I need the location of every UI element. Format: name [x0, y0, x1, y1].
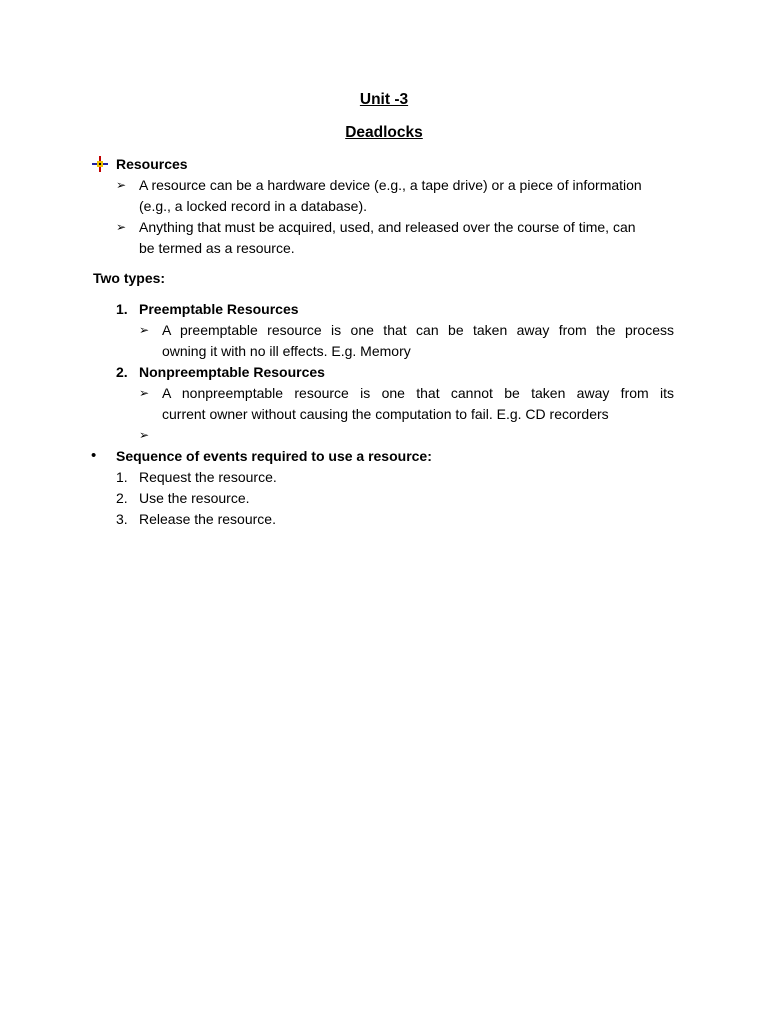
resource-bullet-2-line-1: Anything that must be acquired, used, and released over the course of time, can — [139, 219, 636, 235]
arrow-bullet-icon: ➢ — [116, 220, 127, 234]
two-types-heading: Two types: — [93, 270, 166, 286]
type-1-line-2: owning it with no ill effects. E.g. Memory — [162, 343, 411, 359]
arrow-bullet-icon: ➢ — [139, 323, 150, 337]
arrow-bullet-icon: ➢ — [116, 178, 127, 192]
step-2-number: 2. — [116, 490, 128, 506]
type-2-title: Nonpreemptable Resources — [139, 364, 325, 380]
topic-title: Deadlocks — [345, 124, 423, 141]
type-2-line-1: A nonpreemptable resource is one that cannot be taken away from its — [162, 385, 674, 401]
resource-bullet-1-line-1: A resource can be a hardware device (e.g., a tape drive) or a piece of information — [139, 177, 642, 193]
type-1-line-1: A preemptable resource is one that can be taken away from the process — [162, 322, 674, 338]
step-3-text: Release the resource. — [139, 511, 276, 527]
sequence-heading: Sequence of events required to use a resource: — [116, 448, 432, 464]
step-2-text: Use the resource. — [139, 490, 250, 506]
four-point-star-bullet-icon — [92, 156, 108, 172]
resource-bullet-1-line-2: (e.g., a locked record in a database). — [139, 198, 368, 214]
step-3-number: 3. — [116, 511, 128, 527]
resource-bullet-2-line-2: be termed as a resource. — [139, 240, 295, 256]
step-1-number: 1. — [116, 469, 128, 485]
round-bullet-icon: • — [91, 447, 97, 464]
type-1-number: 1. — [116, 301, 128, 317]
unit-title: Unit -3 — [359, 91, 409, 108]
type-1-title: Preemptable Resources — [139, 301, 299, 317]
arrow-bullet-icon: ➢ — [139, 386, 150, 400]
step-1-text: Request the resource. — [139, 469, 277, 485]
empty-arrow-bullet-icon: ➢ — [139, 428, 150, 442]
resources-heading: Resources — [116, 156, 188, 172]
type-2-line-2: current owner without causing the computation to fail. E.g. CD recorders — [162, 406, 609, 422]
type-2-number: 2. — [116, 364, 128, 380]
